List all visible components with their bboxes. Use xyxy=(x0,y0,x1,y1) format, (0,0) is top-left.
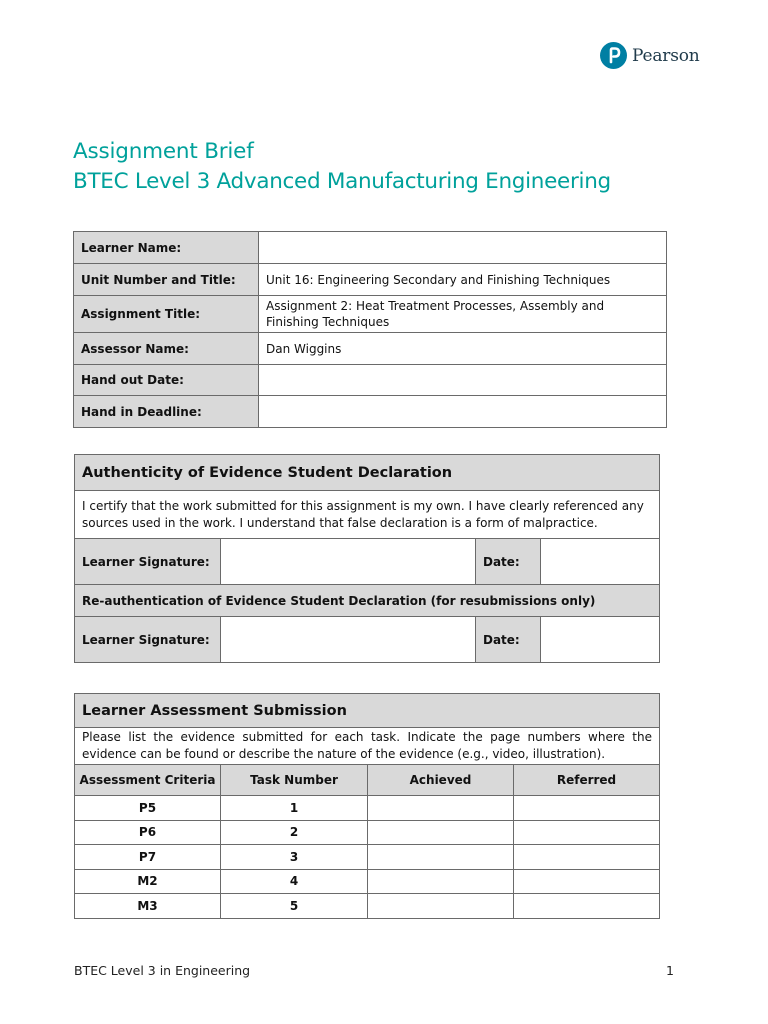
achieved-cell[interactable] xyxy=(368,869,514,894)
submission-column-headers xyxy=(75,765,660,796)
signature-row xyxy=(75,539,660,585)
criteria-cell: P7 xyxy=(75,845,221,870)
column-header-criteria: Assessment Criteria xyxy=(75,765,221,796)
reauth-date-field[interactable] xyxy=(541,617,660,663)
task-cell: 3 xyxy=(221,845,368,870)
reauth-date-label: Date: xyxy=(476,617,541,663)
criteria-cell: M3 xyxy=(75,894,221,919)
criteria-cell: P5 xyxy=(75,796,221,821)
unit-value: Unit 16: Engineering Secondary and Finishing Techniques xyxy=(259,264,667,296)
date-label: Date: xyxy=(476,539,541,585)
title-line-1: Assignment Brief xyxy=(73,139,254,164)
info-label: Unit Number and Title: xyxy=(74,264,259,296)
submission-text-row xyxy=(75,728,660,765)
pearson-logo xyxy=(600,42,700,69)
referred-cell[interactable] xyxy=(514,894,660,919)
declaration-table xyxy=(74,454,660,663)
column-header-achieved: Achieved xyxy=(368,765,514,796)
referred-cell[interactable] xyxy=(514,796,660,821)
declaration-heading: Authenticity of Evidence Student Declaration xyxy=(75,455,660,491)
reauth-signature-field[interactable] xyxy=(221,617,476,663)
submission-text-line-1: Please list the evidence submitted for each task. Indicate the page numbers where the xyxy=(82,730,652,744)
footer-text: BTEC Level 3 in Engineering xyxy=(74,963,251,978)
table-row xyxy=(75,845,660,870)
assignment-title-value: Assignment 2: Heat Treatment Processes, Assembly and Finishing Techniques xyxy=(259,296,667,333)
criteria-cell: P6 xyxy=(75,820,221,845)
info-label: Learner Name: xyxy=(74,232,259,264)
info-row-hand-out xyxy=(74,365,667,396)
achieved-cell[interactable] xyxy=(368,796,514,821)
title-line-2: BTEC Level 3 Advanced Manufacturing Engineering xyxy=(73,169,611,194)
learner-signature-field[interactable] xyxy=(221,539,476,585)
page-title xyxy=(73,137,611,197)
assessment-submission-table xyxy=(74,693,660,919)
declaration-heading-row xyxy=(75,455,660,491)
task-cell: 2 xyxy=(221,820,368,845)
info-row-hand-in xyxy=(74,396,667,428)
table-row xyxy=(75,796,660,821)
info-label: Hand in Deadline: xyxy=(74,396,259,428)
criteria-cell: M2 xyxy=(75,869,221,894)
pearson-logo-text: Pearson xyxy=(632,45,700,66)
referred-cell[interactable] xyxy=(514,845,660,870)
table-row xyxy=(75,820,660,845)
info-label: Assessor Name: xyxy=(74,333,259,365)
reauth-signature-row xyxy=(75,617,660,663)
submission-heading-row xyxy=(75,694,660,728)
assessor-value: Dan Wiggins xyxy=(259,333,667,365)
declaration-text-row xyxy=(75,491,660,539)
achieved-cell[interactable] xyxy=(368,845,514,870)
task-cell: 5 xyxy=(221,894,368,919)
hand-in-deadline-field[interactable] xyxy=(259,396,667,428)
achieved-cell[interactable] xyxy=(368,894,514,919)
info-label: Hand out Date: xyxy=(74,365,259,396)
info-row-unit xyxy=(74,264,667,296)
column-header-task: Task Number xyxy=(221,765,368,796)
reauth-signature-label: Learner Signature: xyxy=(75,617,221,663)
info-label: Assignment Title: xyxy=(74,296,259,333)
pearson-logo-icon xyxy=(600,42,627,69)
assignment-info-table xyxy=(73,231,667,428)
declaration-text: I certify that the work submitted for this assignment is my own. I have clearly referenced any sources used in the work. I understand that false declaration is a form of malpractice. xyxy=(75,491,660,539)
info-row-assessor xyxy=(74,333,667,365)
achieved-cell[interactable] xyxy=(368,820,514,845)
referred-cell[interactable] xyxy=(514,869,660,894)
reauth-heading: Re-authentication of Evidence Student Declaration (for resubmissions only) xyxy=(75,585,660,617)
column-header-referred: Referred xyxy=(514,765,660,796)
submission-heading: Learner Assessment Submission xyxy=(75,694,660,728)
task-cell: 4 xyxy=(221,869,368,894)
info-row-learner-name xyxy=(74,232,667,264)
hand-out-date-field[interactable] xyxy=(259,365,667,396)
learner-name-field[interactable] xyxy=(259,232,667,264)
table-row xyxy=(75,869,660,894)
reauth-heading-row xyxy=(75,585,660,617)
signature-label: Learner Signature: xyxy=(75,539,221,585)
submission-instructions xyxy=(75,728,660,765)
submission-text-line-2: evidence can be found or describe the nature of the evidence (e.g., video, illustration). xyxy=(82,747,606,761)
info-row-assignment-title xyxy=(74,296,667,333)
referred-cell[interactable] xyxy=(514,820,660,845)
page-number: 1 xyxy=(666,963,674,978)
table-row xyxy=(75,894,660,919)
task-cell: 1 xyxy=(221,796,368,821)
signature-date-field[interactable] xyxy=(541,539,660,585)
